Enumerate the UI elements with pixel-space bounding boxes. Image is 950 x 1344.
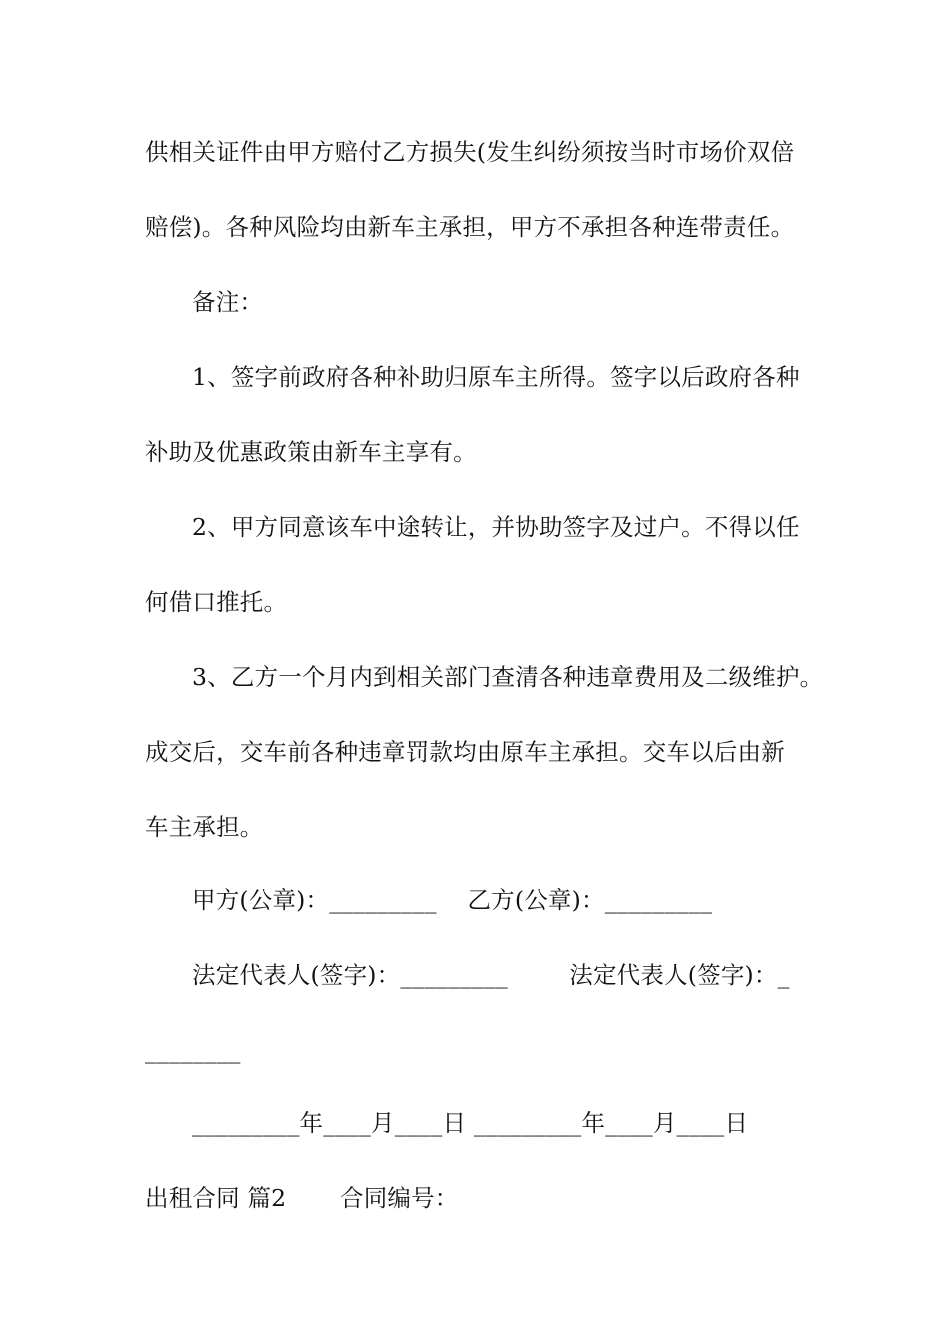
date-line: _________年____月____日 _________年____月____日 — [192, 1109, 749, 1137]
note-item-3: 3、乙方一个月内到相关部门查清各种违章费用及二级维护。 — [192, 663, 824, 691]
seal-line: 甲方(公章)：_________ 乙方(公章)：_________ — [192, 886, 713, 914]
paragraph-line: 何借口推托。 — [145, 588, 288, 616]
paragraph-line: 供相关证件由甲方赔付乙方损失(发生纠纷须按当时市场价双倍 — [145, 138, 795, 166]
paragraph-line: 成交后，交车前各种违章罚款均由原车主承担。交车以后由新 — [145, 738, 785, 766]
paragraph-line: 赔偿)。各种风险均由新车主承担，甲方不承担各种连带责任。 — [145, 213, 795, 241]
paragraph-line: 车主承担。 — [145, 813, 264, 841]
section-heading: 出租合同 篇2 合同编号： — [145, 1184, 459, 1212]
note-item-1: 1、签字前政府各种补助归原车主所得。签字以后政府各种 — [192, 363, 800, 391]
signature-line-continued: ________ — [145, 1036, 241, 1064]
signature-line: 法定代表人(签字)：_________ 法定代表人(签字)：_ — [192, 961, 790, 989]
paragraph-line: 补助及优惠政策由新车主享有。 — [145, 438, 477, 466]
note-item-2: 2、甲方同意该车中途转让，并协助签字及过户。不得以任 — [192, 513, 800, 541]
note-heading: 备注： — [192, 288, 264, 316]
